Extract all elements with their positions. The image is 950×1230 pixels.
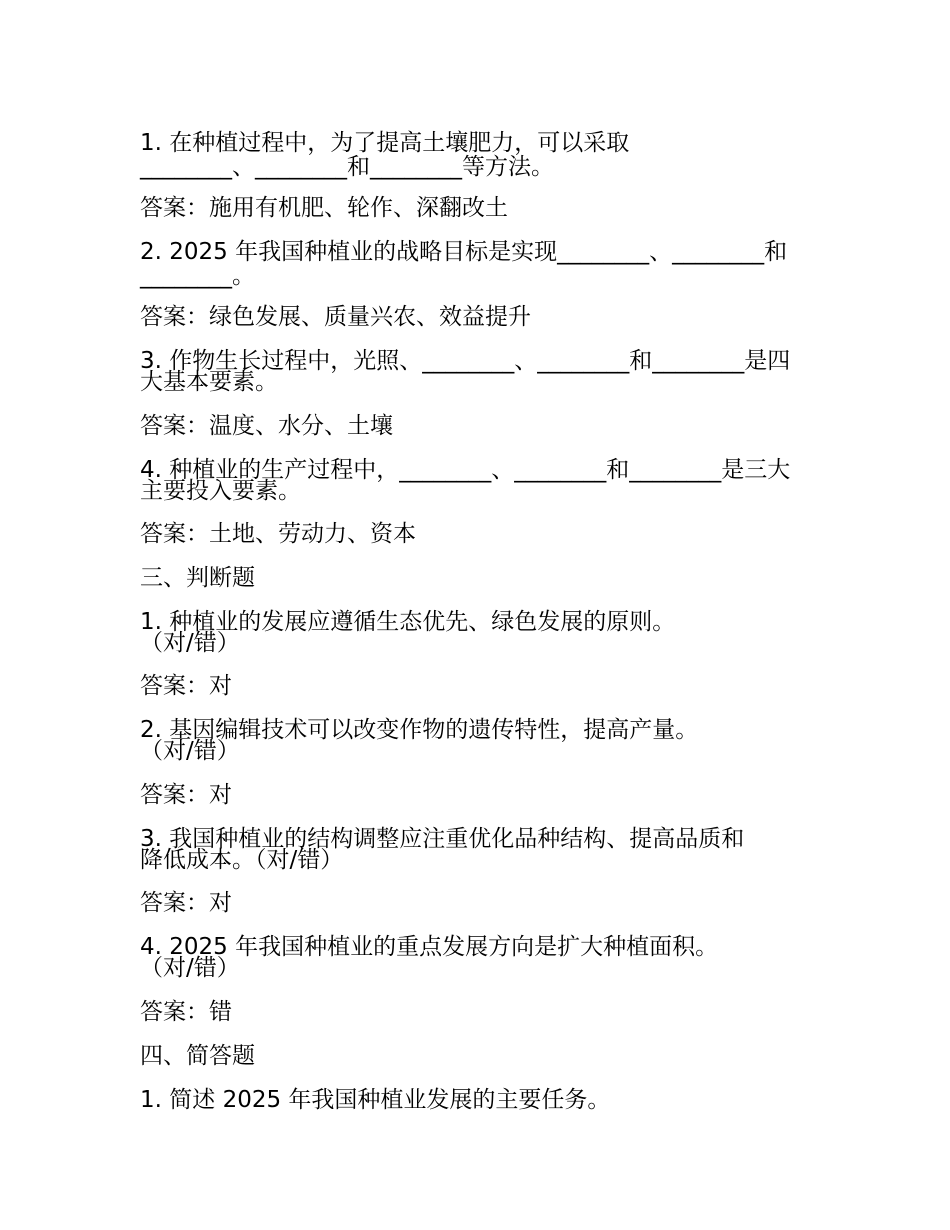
judge-4-line-1: 4. 2025 年我国种植业的重点发展方向是扩大种植面积。 [140, 934, 719, 960]
question-4-line-2: 主要投入要素。 [140, 478, 301, 504]
judge-2-line-2: （对/错） [140, 738, 240, 764]
judge-answer-4: 答案：错 [140, 999, 232, 1025]
question-1-line-2: ________、________和________等方法。 [140, 154, 554, 180]
question-3-line-2: 大基本要素。 [140, 369, 278, 395]
short-question-1: 1. 简述 2025 年我国种植业发展的主要任务。 [140, 1087, 611, 1113]
section-heading-short: 四、简答题 [140, 1043, 255, 1069]
answer-4: 答案：土地、劳动力、资本 [140, 521, 416, 547]
judge-2-line-1: 2. 基因编辑技术可以改变作物的遗传特性，提高产量。 [140, 717, 699, 743]
judge-4-line-2: （对/错） [140, 955, 240, 981]
question-2-line-2: ________。 [140, 263, 255, 289]
judge-1-line-2: （对/错） [140, 630, 240, 656]
judge-1-line-1: 1. 种植业的发展应遵循生态优先、绿色发展的原则。 [140, 609, 676, 635]
question-1-line-1: 1. 在种植过程中，为了提高土壤肥力，可以采取 [140, 130, 630, 156]
question-2-line-1: 2. 2025 年我国种植业的战略目标是实现________、________和 [140, 239, 788, 265]
answer-3: 答案：温度、水分、土壤 [140, 413, 393, 439]
question-3-line-1: 3. 作物生长过程中，光照、________、________和________是四 [140, 348, 791, 374]
judge-3-line-2: 降低成本。（对/错） [140, 847, 344, 873]
judge-3-line-1: 3. 我国种植业的结构调整应注重优化品种结构、提高品质和 [140, 826, 745, 852]
judge-answer-1: 答案：对 [140, 673, 232, 699]
judge-answer-3: 答案：对 [140, 890, 232, 916]
judge-answer-2: 答案：对 [140, 782, 232, 808]
section-heading-judge: 三、判断题 [140, 565, 255, 591]
question-4-line-1: 4. 种植业的生产过程中，________、________和________是三大 [140, 457, 791, 483]
answer-2: 答案：绿色发展、质量兴农、效益提升 [140, 304, 531, 330]
answer-1: 答案：施用有机肥、轮作、深翻改土 [140, 195, 508, 221]
